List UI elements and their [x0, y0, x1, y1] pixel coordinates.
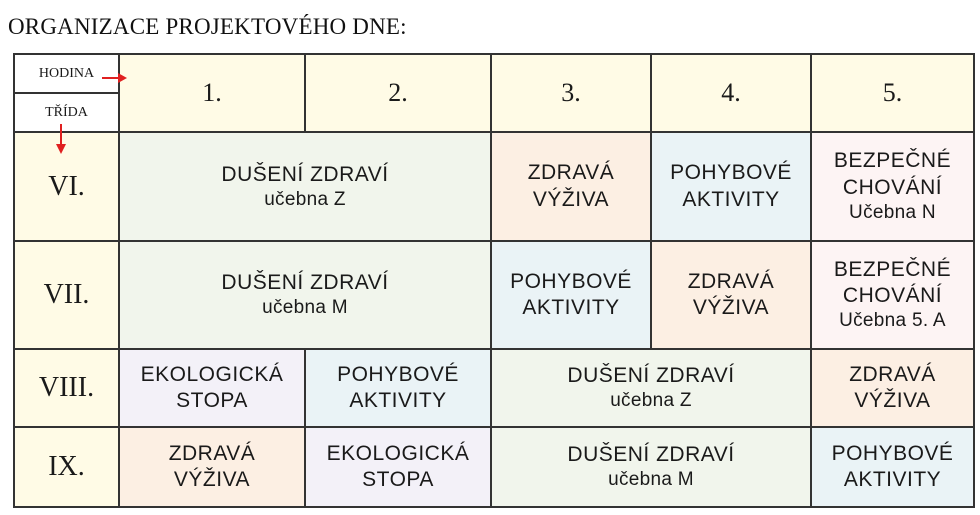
activity-cell [811, 241, 974, 349]
activity-name-line2: STOPA [362, 468, 434, 491]
class-label: VIII. [14, 349, 119, 427]
activity-cell [491, 241, 651, 349]
room-label: učebna Z [610, 390, 692, 412]
activity-cell [811, 349, 974, 427]
header-row [14, 54, 974, 132]
table-row [14, 241, 974, 349]
activity-name-line2: VÝŽIVA [173, 468, 251, 491]
activity-name-line2: AKTIVITY [349, 389, 447, 412]
page-title: ORGANIZACE PROJEKTOVÉHO DNE: [8, 14, 407, 39]
activity-name: DUŠENÍ ZDRAVÍ [567, 443, 735, 466]
arrow-right-icon [100, 71, 128, 85]
activity-cell [811, 132, 974, 241]
activity-name: POHYBOVÉ [831, 441, 954, 465]
hour-header-5: 5. [811, 54, 974, 132]
activity-name: BEZPEČNÉ [833, 257, 952, 281]
activity-name: ZDRAVÁ [849, 362, 936, 386]
activity-name-line2: STOPA [176, 389, 248, 412]
activity-name: POHYBOVÉ [510, 269, 632, 293]
table-row [14, 132, 974, 241]
class-label: VI. [14, 132, 119, 241]
hour-header-4: 4. [651, 54, 811, 132]
activity-cell [491, 349, 811, 427]
activity-cell [119, 349, 305, 427]
activity-name: ZDRAVÁ [168, 441, 256, 465]
activity-name: POHYBOVÉ [337, 362, 459, 386]
activity-name-line2: CHOVÁNÍ [842, 175, 943, 199]
schedule-table [13, 53, 975, 508]
activity-name: DUŠENÍ ZDRAVÍ [221, 271, 389, 294]
room-label: Učebna N [849, 201, 936, 223]
room-label: učebna Z [264, 188, 346, 210]
room-label: Učebna 5. A [839, 310, 946, 332]
activity-name: DUŠENÍ ZDRAVÍ [221, 162, 389, 186]
arrow-down-icon [54, 124, 68, 156]
hour-header-1: 1. [119, 54, 305, 132]
corner-cell [14, 54, 119, 132]
table-row [14, 427, 974, 507]
activity-cell [491, 427, 811, 507]
activity-cell [119, 132, 491, 241]
activity-name: BEZPEČNÉ [833, 149, 952, 173]
activity-name-line2: VÝŽIVA [854, 389, 931, 412]
activity-name: DUŠENÍ ZDRAVÍ [567, 364, 735, 387]
activity-cell [811, 427, 974, 507]
activity-cell [305, 349, 491, 427]
activity-name-line2: VÝŽIVA [532, 187, 610, 211]
hour-header-2: 2. [305, 54, 491, 132]
class-axis-label: TŘÍDA [45, 104, 88, 120]
activity-name: EKOLOGICKÁ [140, 362, 284, 386]
activity-cell [119, 427, 305, 507]
activity-name-line2: AKTIVITY [843, 468, 942, 491]
activity-name-line2: CHOVÁNÍ [842, 284, 943, 308]
room-label: učebna M [262, 297, 348, 319]
activity-name: ZDRAVÁ [527, 161, 615, 185]
class-label: IX. [14, 427, 119, 507]
activity-cell [491, 132, 651, 241]
hour-header-3: 3. [491, 54, 651, 132]
activity-cell [119, 241, 491, 349]
activity-name-line2: VÝŽIVA [692, 296, 770, 319]
hour-axis-label: HODINA [15, 55, 118, 94]
class-label: VII. [14, 241, 119, 349]
table-row [14, 349, 974, 427]
activity-cell [305, 427, 491, 507]
activity-cell [651, 132, 811, 241]
activity-name: ZDRAVÁ [687, 269, 775, 293]
activity-name: POHYBOVÉ [670, 161, 792, 185]
activity-cell [651, 241, 811, 349]
activity-name-line2: AKTIVITY [522, 296, 620, 319]
room-label: učebna M [608, 469, 694, 491]
activity-name-line2: AKTIVITY [682, 187, 780, 211]
activity-name: EKOLOGICKÁ [326, 441, 470, 465]
